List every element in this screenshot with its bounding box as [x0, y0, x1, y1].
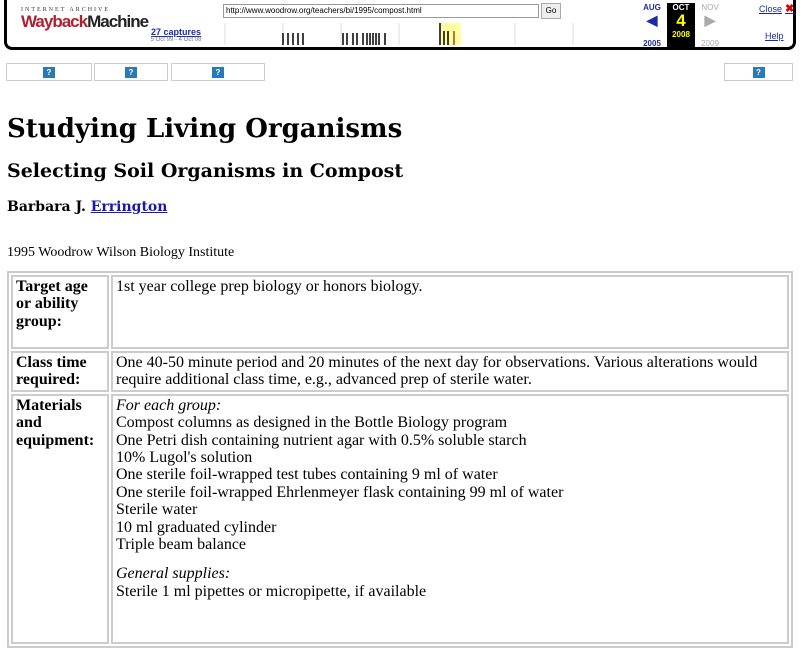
nav-button-4[interactable] — [724, 63, 793, 81]
table-row: Target age or ability group: 1st year college prep biology or honors biology. — [11, 275, 789, 349]
wayback-logo[interactable]: INTERNET ARCHIVE WaybackMachine — [21, 7, 149, 31]
material-item: Triple beam balance — [116, 536, 247, 554]
material-item: One sterile foil-wrapped test tubes containing 9 ml of water — [116, 466, 498, 484]
author: Barbara J. Errington — [7, 199, 168, 215]
material-item: 10% Lugol's solution — [116, 449, 253, 467]
material-item: Compost columns as designed in the Bottle Biology program — [116, 414, 508, 432]
capture-range: 5 Oct 99 - 4 Oct 08 — [150, 37, 202, 43]
nav-button-3[interactable] — [171, 63, 265, 81]
wayback-toolbar — [4, 0, 796, 50]
go-button[interactable]: Go — [541, 3, 561, 19]
page-title: Studying Living Organisms — [7, 114, 403, 144]
missing-image-icon: ? — [43, 67, 55, 78]
capture-sparkline[interactable] — [223, 23, 635, 45]
lesson-info-table — [7, 271, 793, 648]
close-button[interactable]: Close ✖ — [759, 3, 795, 15]
material-item: One Petri dish containing nutrient agar with 0.5% soluble starch — [116, 431, 527, 449]
table-row: Class time required: One 40-50 minute period and 20 minutes of the next day for observations. Various alterations would require additional class time, e.g., advanced prep of sterile water. — [11, 351, 789, 392]
missing-image-icon: ? — [212, 67, 224, 78]
author-link[interactable]: Errington — [90, 199, 168, 215]
material-item: One sterile foil-wrapped Ehrlenmeyer flask containing 99 ml of water — [116, 483, 564, 501]
missing-image-icon: ? — [753, 67, 765, 78]
institute: 1995 Woodrow Wilson Biology Institute — [7, 245, 235, 260]
close-icon[interactable]: ✖ — [785, 3, 795, 15]
table-row: Materials and equipment: For each group: Compost columns as designed in the Bottle Biology program One Petri dish containing nutrient agar with 0.5% soluble starch 10% Lugol's solution One sterile foil-wrapped test tubes containing 9 ml of water One sterile foil-wrapped Ehrlenmeyer flask containing 99 ml of water Sterile water 10 ml graduated cylinder Triple beam balance General supplies: Sterile 1 ml pipettes or micropipette, if available — [11, 394, 789, 644]
materials-cell: For each group: Compost columns as designed in the Bottle Biology program One Petri dish containing nutrient agar with 0.5% soluble starch 10% Lugol's solution One sterile foil-wrapped test tubes containing 9 ml of water One sterile foil-wrapped Ehrlenmeyer flask containing 99 ml of water Sterile water 10 ml graduated cylinder Triple beam balance General supplies: Sterile 1 ml pipettes or micropipette, if available — [111, 394, 789, 644]
next-capture[interactable]: NOV ▶ 2009 — [697, 3, 723, 29]
material-item: Sterile 1 ml pipettes or micropipette, if available — [116, 582, 427, 600]
url-input[interactable]: http://www.woodrow.org/teachers/bi/1995/compost.html — [223, 4, 539, 18]
material-item: Sterile water — [116, 501, 198, 519]
help-link[interactable]: Help — [765, 31, 784, 41]
nav-button-2[interactable] — [94, 63, 168, 81]
page-subtitle: Selecting Soil Organisms in Compost — [7, 160, 404, 182]
missing-image-icon: ? — [125, 67, 137, 78]
next-arrow-icon[interactable]: ▶ — [704, 12, 716, 28]
prev-capture[interactable]: AUG ◀ 2005 — [639, 3, 665, 29]
prev-arrow-icon[interactable]: ◀ — [646, 12, 658, 28]
material-item: 10 ml graduated cylinder — [116, 518, 277, 536]
captures-link[interactable]: 27 captures — [150, 27, 202, 37]
nav-button-1[interactable] — [6, 63, 92, 81]
current-capture: OCT 4 2008 — [667, 3, 695, 47]
